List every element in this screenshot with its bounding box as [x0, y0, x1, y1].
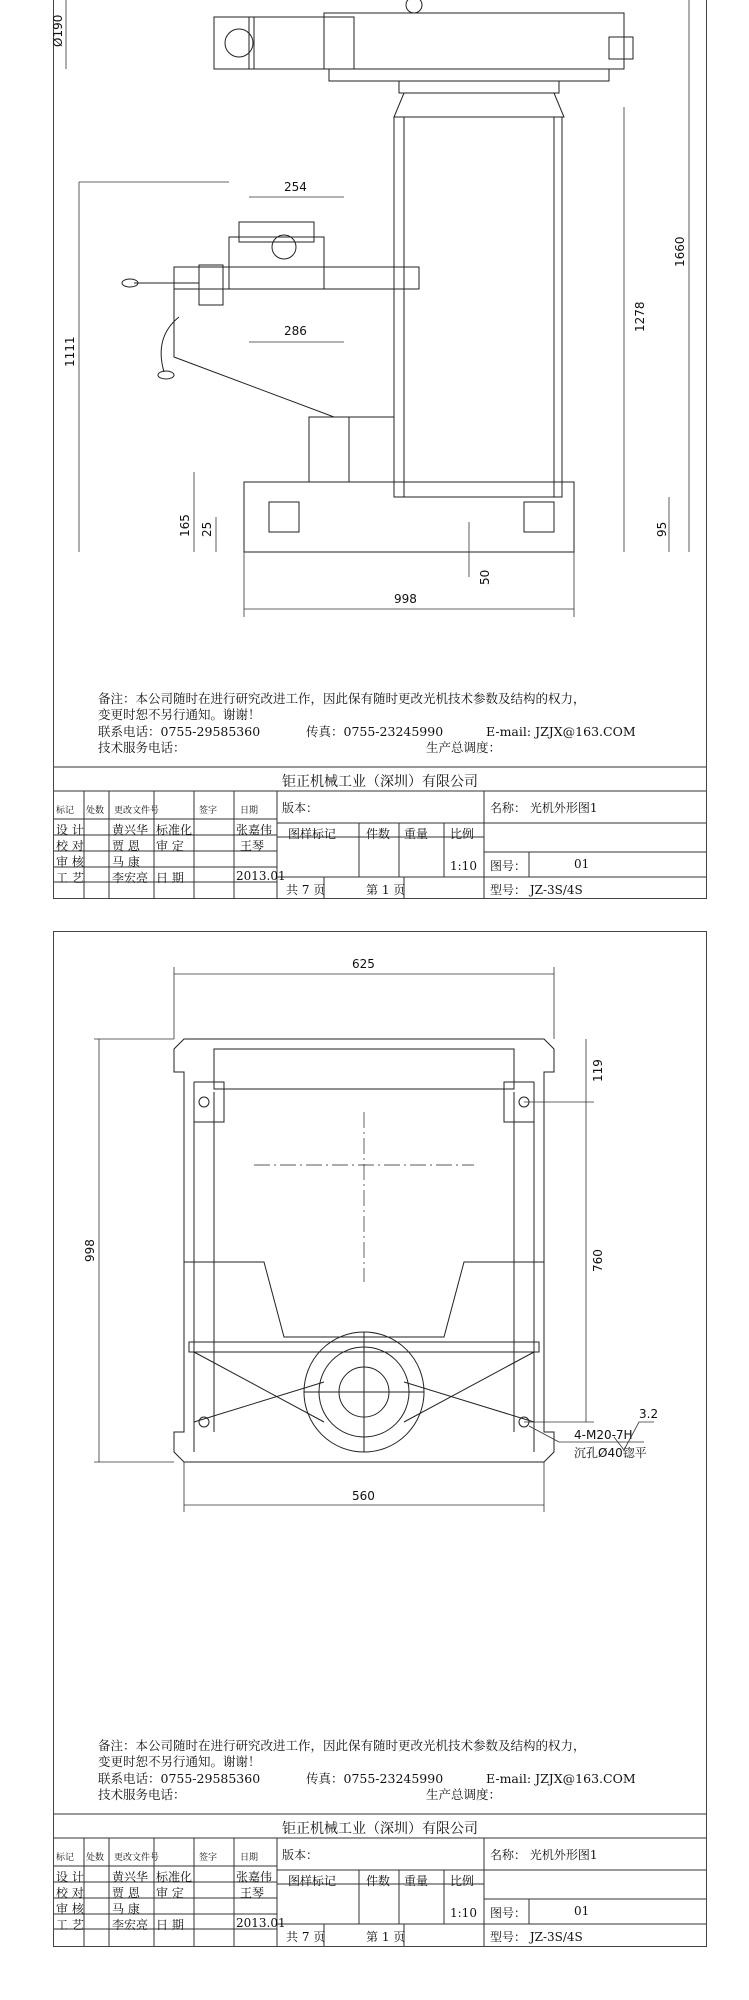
drawing-sheet-2 — [53, 931, 707, 1947]
page-number: 第 1 页 — [366, 883, 406, 897]
weight-label: 重量 — [404, 1874, 429, 1888]
figure-mark: 图样标记 — [288, 1874, 337, 1888]
check-name: 贾 恩 — [112, 1886, 140, 1900]
company-name: 钜正机械工业（深圳）有限公司 — [282, 1821, 478, 1837]
model-label: 型号： JZ-3S/4S — [490, 1930, 583, 1944]
col-date: 日期 — [240, 1853, 259, 1863]
review-name: 王琴 — [240, 1886, 265, 1900]
drawing-no-label: 图号： — [490, 859, 527, 873]
dim-165: 165 — [178, 514, 192, 537]
scale-label: 比例 — [450, 1874, 475, 1888]
remark-line-2: 变更时恕不另行通知。谢谢！ — [98, 1754, 261, 1769]
date-label: 日 期 — [156, 1918, 184, 1932]
review-name: 王琴 — [240, 839, 265, 853]
total-pages: 共 7 页 — [286, 1930, 326, 1944]
dim-760: 760 — [591, 1249, 605, 1272]
version-label: 版本： — [282, 1848, 319, 1862]
version-label: 版本： — [282, 801, 319, 815]
std-name: 张嘉伟 — [236, 1870, 273, 1884]
col-place: 处数 — [86, 1853, 105, 1863]
review-label: 审 定 — [156, 1886, 184, 1900]
tech-service-phone: 技术服务电话： — [98, 1787, 186, 1802]
col-doc: 更改文件号 — [114, 1853, 160, 1863]
total-pages: 共 7 页 — [286, 883, 326, 897]
design-name: 黄兴华 — [112, 823, 149, 837]
audit-name: 马 康 — [112, 1902, 140, 1916]
date-value: 2013.01 — [236, 1916, 286, 1930]
col-place: 处数 — [86, 806, 105, 816]
design-name: 黄兴华 — [112, 1870, 149, 1884]
drawing-no-value: 01 — [574, 857, 590, 871]
model-label: 型号： JZ-3S/4S — [490, 883, 583, 897]
tech-service-phone: 技术服务电话： — [98, 740, 186, 755]
scale-value: 1:10 — [450, 859, 477, 873]
std-name: 张嘉伟 — [236, 823, 273, 837]
page-number: 第 1 页 — [366, 1930, 406, 1944]
dim-998: 998 — [83, 1239, 97, 1262]
base-plan-drawing — [54, 932, 706, 1632]
craft-name: 李宏亮 — [112, 1918, 149, 1932]
dim-50: 50 — [478, 569, 492, 585]
drawing-name: 名称： 光机外形图1 — [490, 1848, 598, 1862]
col-mark: 标记 — [56, 806, 75, 816]
company-name: 钜正机械工业（深圳）有限公司 — [282, 774, 478, 790]
remark-line-1: 备注：本公司随时在进行研究改进工作，因此保有随时更改光机技术参数及结构的权力， — [98, 691, 586, 706]
contact-fax: 传真：0755-23245990 — [306, 724, 444, 739]
drawing-name: 名称： 光机外形图1 — [490, 801, 598, 815]
dim-diameter-190: Ø190 — [51, 14, 65, 47]
dim-1278: 1278 — [633, 301, 647, 332]
dim-998: 998 — [394, 592, 417, 606]
std-label: 标准化 — [156, 823, 193, 837]
dim-286: 286 — [284, 324, 307, 338]
craft-label: 工 艺 — [56, 871, 84, 885]
craft-name: 李宏亮 — [112, 871, 149, 885]
remark-line-1: 备注：本公司随时在进行研究改进工作，因此保有随时更改光机技术参数及结构的权力， — [98, 1738, 586, 1753]
contact-fax: 传真：0755-23245990 — [306, 1771, 444, 1786]
review-label: 审 定 — [156, 839, 184, 853]
count-label: 件数 — [366, 827, 391, 841]
count-label: 件数 — [366, 1874, 391, 1888]
drawing-sheet-1 — [53, 0, 707, 899]
std-label: 标准化 — [156, 1870, 193, 1884]
scale-value: 1:10 — [450, 1906, 477, 1920]
dim-625: 625 — [352, 957, 375, 971]
design-label: 设 计 — [56, 1870, 84, 1884]
check-label: 校 对 — [56, 839, 84, 853]
dim-119: 119 — [591, 1059, 605, 1082]
production-dispatch: 生产总调度： — [426, 740, 502, 755]
remark-line-2: 变更时恕不另行通知。谢谢！ — [98, 707, 261, 722]
drawing-no-value: 01 — [574, 1904, 590, 1918]
dim-1660: 1660 — [673, 236, 687, 267]
audit-label: 审 核 — [56, 1902, 84, 1916]
weight-label: 重量 — [404, 827, 429, 841]
contact-email: E-mail: JZJX@163.COM — [486, 1771, 636, 1786]
col-sign: 签字 — [199, 806, 218, 816]
dim-560: 560 — [352, 1489, 375, 1503]
dim-95: 95 — [655, 521, 669, 537]
surface-roughness: 3.2 — [639, 1407, 659, 1421]
dim-254: 254 — [284, 180, 307, 194]
check-name: 贾 恩 — [112, 839, 140, 853]
audit-name: 马 康 — [112, 855, 140, 869]
date-label: 日 期 — [156, 871, 184, 885]
col-sign: 签字 — [199, 1853, 218, 1863]
dim-25: 25 — [200, 521, 214, 537]
check-label: 校 对 — [56, 1886, 84, 1900]
figure-mark: 图样标记 — [288, 827, 337, 841]
date-value: 2013.01 — [236, 869, 286, 883]
col-doc: 更改文件号 — [114, 806, 160, 816]
bolt-hole-spec: 4-M20-7H — [574, 1428, 633, 1442]
contact-phone: 联系电话：0755-29585360 — [98, 1771, 261, 1786]
col-date: 日期 — [240, 806, 259, 816]
counterbore-spec: 沉孔Ø40锪平 — [574, 1446, 647, 1460]
craft-label: 工 艺 — [56, 1918, 84, 1932]
dim-1111: 1111 — [63, 336, 77, 367]
production-dispatch: 生产总调度： — [426, 1787, 502, 1802]
title-block-2 — [54, 1814, 706, 1944]
audit-label: 审 核 — [56, 855, 84, 869]
design-label: 设 计 — [56, 823, 84, 837]
side-elevation-drawing — [51, 0, 706, 637]
col-mark: 标记 — [56, 1853, 75, 1863]
contact-email: E-mail: JZJX@163.COM — [486, 724, 636, 739]
scale-label: 比例 — [450, 827, 475, 841]
contact-phone: 联系电话：0755-29585360 — [98, 724, 261, 739]
drawing-no-label: 图号： — [490, 1906, 527, 1920]
title-block-1 — [54, 767, 706, 897]
